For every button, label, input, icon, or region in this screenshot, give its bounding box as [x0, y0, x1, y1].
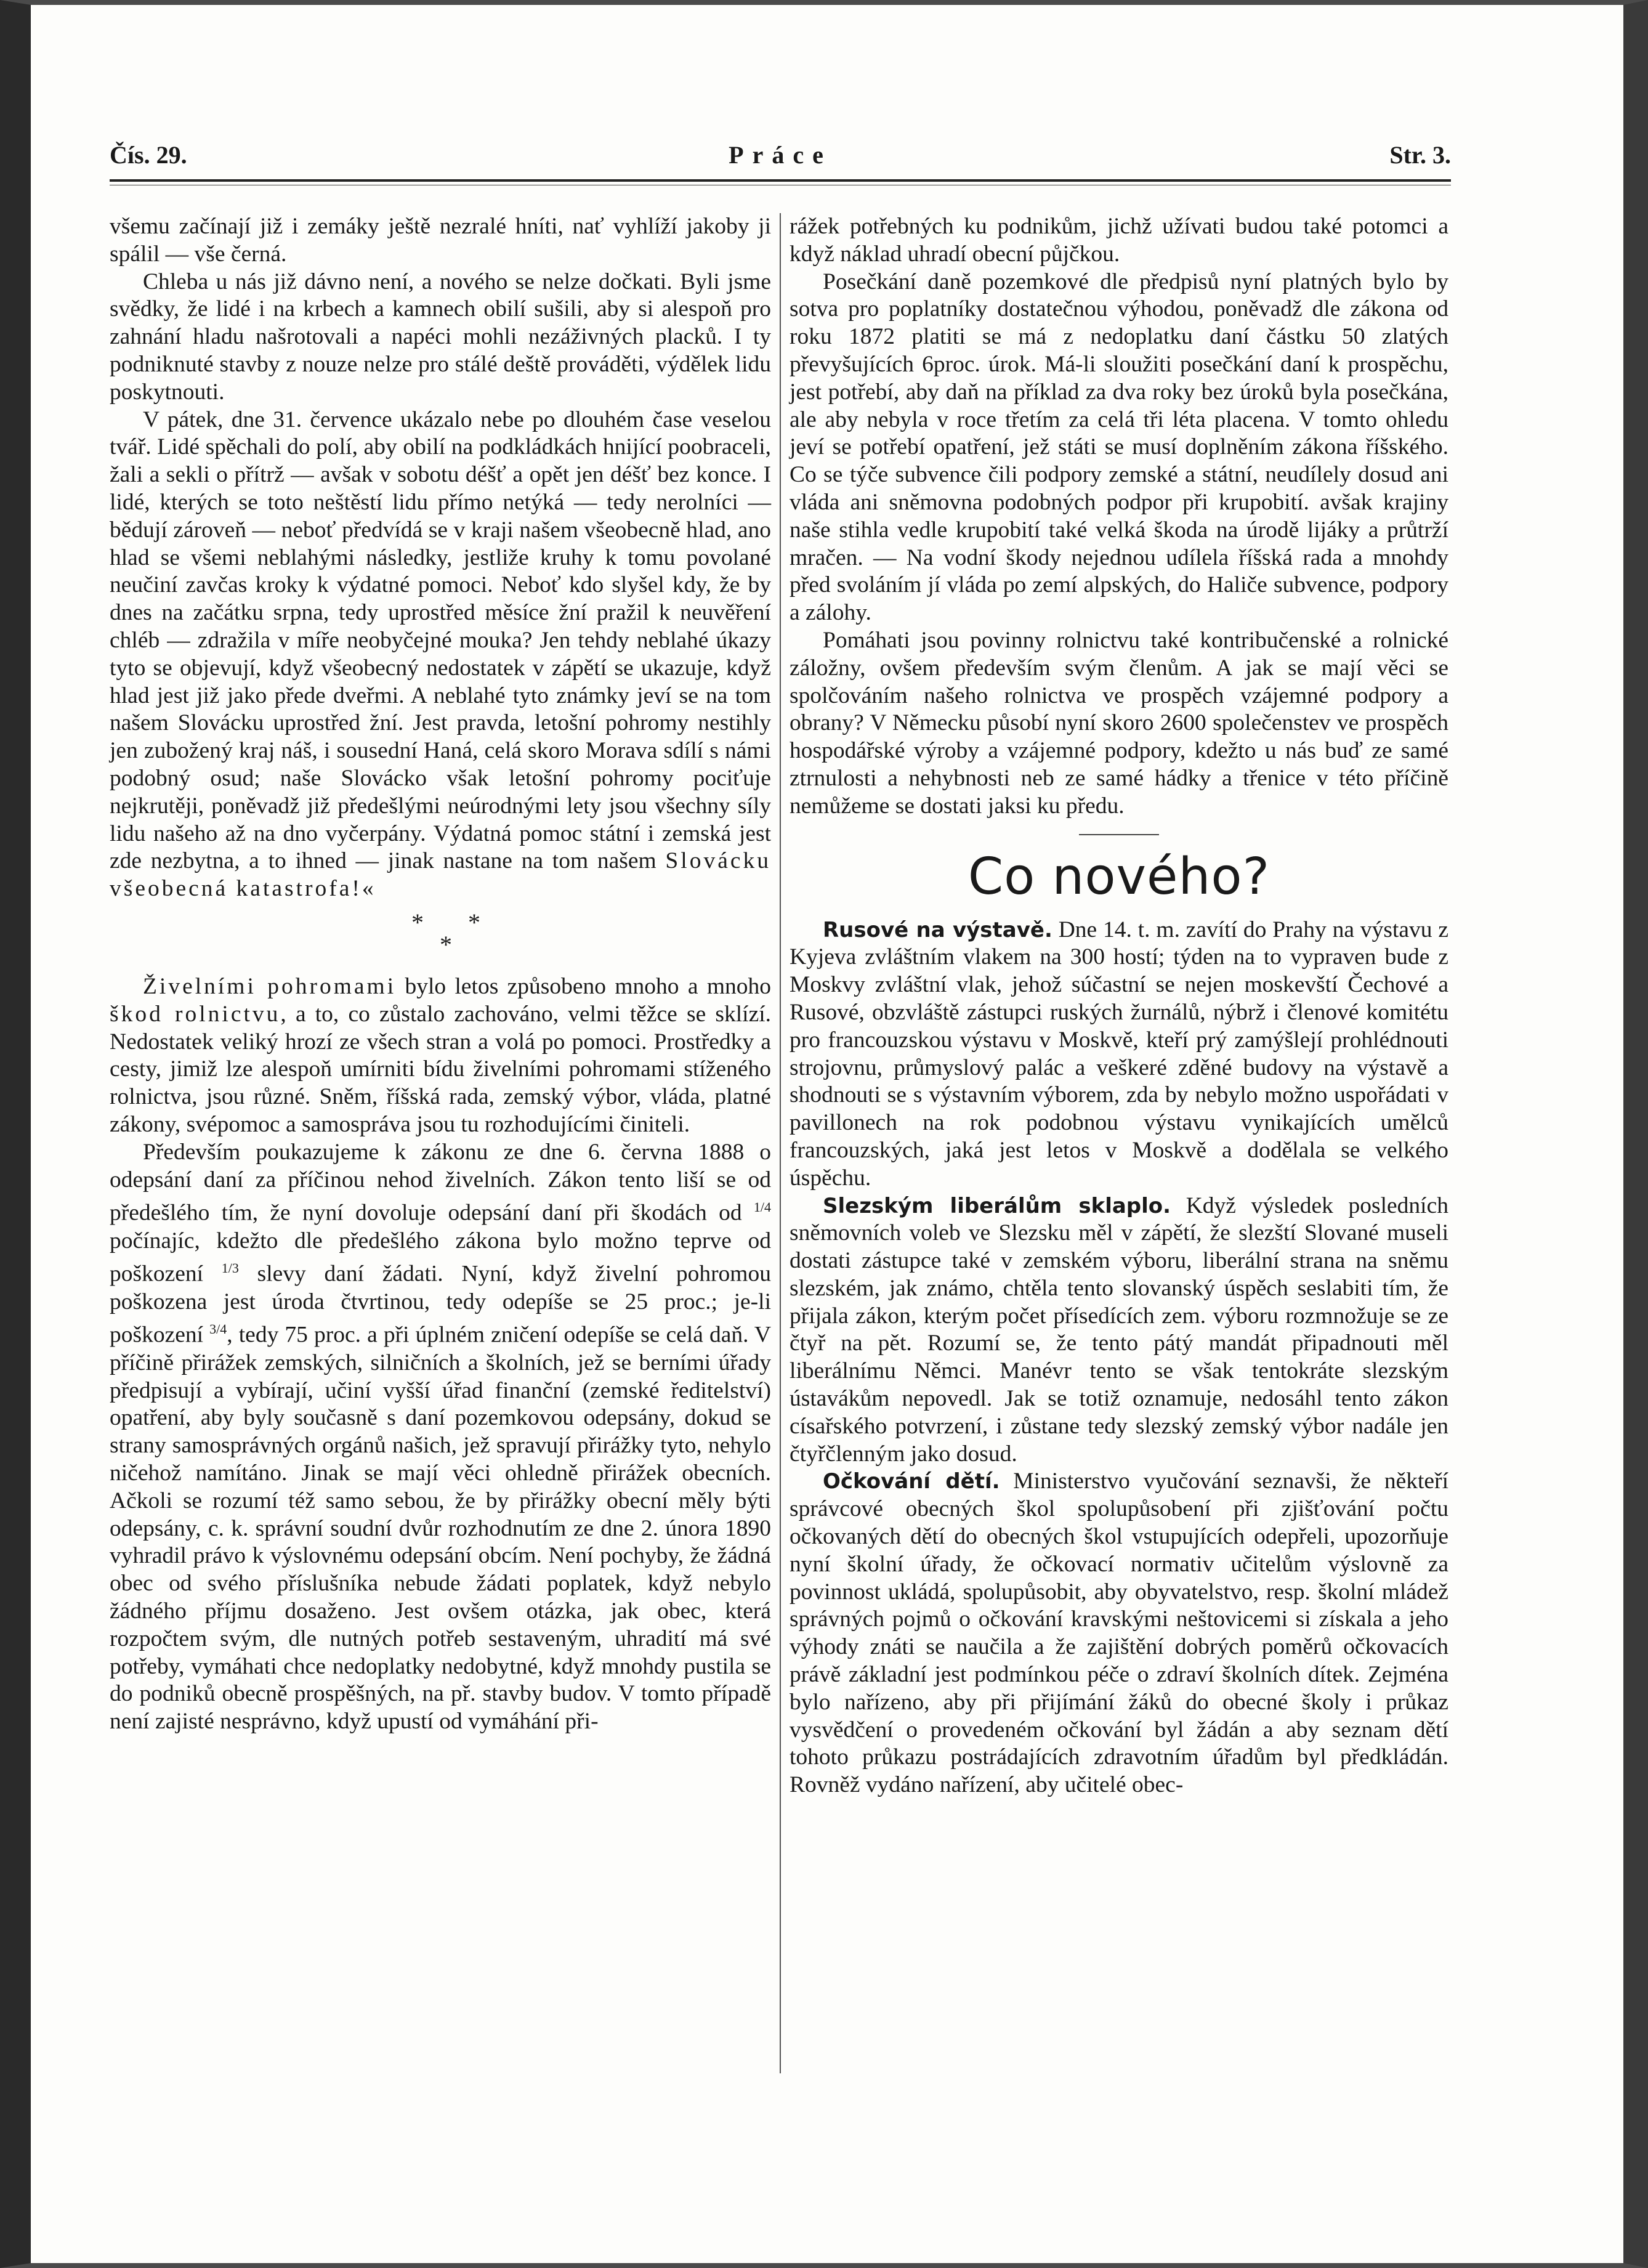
text: , tedy 75 proc. a při úplném zničení odepíše se celá daň. V příčině přirážek zemských, silničních a školních, jež se berními úřady předpisují a vybírají, učiní vyšší úřad finanční (zemské ředitelství) opatření, aby byly současně s daní pozemkovou odepsány, dokud se strany samosprávných orgánů našich, jež spravují přirážky tyto, nehylo ničehož namítáno. Jinak se mají věci ohledně přirážek obecních. Ačkoli se rozumí též samo sebou, že by přirážky obecní měly býti odepsány, c. k. správní soudní dvůr rozhodnutím ze dne 2. února 1890 vyhradil právo k výslovnému odepsání obcím. Není pochyby, že žádná obec od svého příslušníka nebude žádati poplatek, když nebylo žádného příjmu dosaženo. Jest ovšem otázka, jak obec, která rozpočtem svým, dle nutných potřeb sestaveným, uhradití má své potřeby, vymáhati chce nedoplatky nedobytné, když mnohdy pustila se do podniků obecně prospěšných, na př. stavby budov. V tomto případě není zajisté nesprávno, když upustí od vymáhání při-: [110, 1322, 771, 1735]
left-column: [110, 213, 771, 1736]
text: Především poukazujeme k zákonu ze dne 6. června 1888 o odepsání daní za příčinou nehod živelních. Zákon tento liší se od předešlého tím, že nyní dovoluje odepsání daní při škodách od: [110, 1139, 771, 1226]
fraction: 1/3: [221, 1260, 239, 1276]
news-item: [790, 917, 1448, 1193]
paragraph: všemu začínají již i zemáky ještě nezralé hníti, nať vyhlíží jakoby ji spálil — vše černá.: [110, 214, 771, 267]
news-item-headline: Očkování dětí.: [823, 1469, 1000, 1494]
issue-number: Čís. 29.: [110, 141, 187, 169]
paragraph: rážek potřebných ku podnikům, jichž užívati budou také potomci a když náklad uhradí obecní půjčkou.: [790, 214, 1448, 267]
news-item-body: Když výsledek posledních sněmovních voleb ve Slezsku měl v zápětí, že slezští Slované museli dostati zástupce také v zemském výboru, liberální strana na sněmu slezském, jak známo, chtěla tento slovanský úspěch seslabiti tím, že přijala zákon, kterým počet přísedících zem. výboru rozmnožuje se ze čtyř na pět. Rozumí se, že tento pátý mandát připadnouti měl liberálnímu Němci. Manévr tento se však tentokráte slezským ústavákům nepovedl. Jak se totiž oznamuje, nedosáhl tento zákon císařského potvrzení, i zůstane tedy slezský zemský výbor nadále jen čtyřčlenným jako dosud.: [790, 1193, 1448, 1467]
news-item: [790, 1193, 1448, 1468]
news-item: [790, 1468, 1448, 1799]
emphasis-text: Živelními pohromami: [143, 973, 397, 999]
news-item-headline: Rusové na výstavě.: [823, 917, 1052, 942]
text: , a to, co zůstalo zachováno, velmi těžce se sklízí. Nedostatek veliký hrozí ze všech stran a volá po pomoci. Prostředky a cesty, jimiž lze alespoň umírniti bídu živelními pohromami stíženého rolnictva, jsou různé. Sněm, říšská rada, zemský výbor, vláda, platné zákony, svépomoc a samospráva jsou tu rozhodujícími činiteli.: [110, 1001, 772, 1137]
star: *: [440, 930, 452, 958]
star: *: [411, 908, 424, 936]
newspaper-title: Práce: [729, 141, 832, 169]
paragraph: [110, 973, 771, 1139]
paragraph: Chleba u nás již dávno není, a nového se nelze dočkati. Byli jsme svědky, že lidé i na krbech a kamnech obilí sušili, aby si alespoň pro zahnání hladu našrotovali a napéci mohli nezáživných placků. I ty podniknuté stavby z nouze nelze pro stálé deště prováděti, výdělek lidu poskytnouti.: [110, 269, 771, 405]
column-divider: [780, 213, 781, 2073]
news-item-headline: Slezským liberálům sklaplo.: [823, 1193, 1171, 1218]
emphasis-text: Slovácku všeobecná katastrofa!«: [110, 848, 771, 902]
page-header: [110, 140, 1451, 184]
paragraph: [110, 1139, 771, 1736]
star: *: [468, 908, 480, 936]
news-item-body: Dne 14. t. m. zavítí do Prahy na výstavu z Kyjeva zvláštním vlakem na 300 hostí; týden na to vypraven bude z Moskvy zvláštní vlak, jehož súčastní se nejen moskevští Čechové a Rusové, obzvláště zástupci ruských žurnálů, nýbrž i členové komitétu pro francouzskou výstavu v Moskvě, kteří prý zamýšlejí prohlédnouti strojovnu, průmyslový palác a veškeré zděné budovy na výstavě a shodnouti se s výstavním výborem, zda by nebylo možno uspořádati v pavillonech na rok podobnou výstavu vynikajících umělců francouzských, jaká jest letos v Moskvě a dodělala se velkého úspěchu.: [790, 917, 1448, 1191]
fraction: 1/4: [753, 1199, 771, 1215]
fraction: 3/4: [209, 1321, 227, 1337]
page-number: Str. 3.: [1389, 141, 1451, 169]
text: bylo letos způsobeno mnoho a mnoho: [396, 973, 771, 999]
text: V pátek, dne 31. července ukázalo nebe po dlouhém čase veselou tvář. Lidé spěchali do polí, aby obilí na podkládkách hnijící poobraceli, žali a sekli o přítrž — avšak v sobotu déšť a opět jen déšť bez konce. I lidé, kterých se toto neštěstí lidu přímo netýká — tedy nerolníci — bědují zároveň — neboť předvídá se v kraji našem všeobecně hlad, ano hlad se všemi neblahými následky, jestliže kruhy k tomu povolané neučiní zavčas kroky k výdatné pomoci. Neboť kdo slyšel kdy, že by dnes na začátku srpna, tedy uprostřed měsíce žní pražil k neuvěření chléb — zdražila v míře neobyčejné mouka? Jen tehdy neblahé úkazy tyto se objevují, když všeobecný nedostatek v zápětí se ukazuje, když hlad jest již jako přede dveřmi. A neblahé tyto známky jeví se na tom našem Slovácku uprostřed žní. Jest pravda, letošní pohromy nestihly jen zubožený kraj náš, i sousední Haná, celá skoro Morava sdílí s námi podobný osud; naše Slovácko však letošní pohromy pociťuje nejkrutěji, poněvadž již předešlými neúrodnými lety jsou všechny síly lidu našeho až na dno vyčerpány. Výdatná pomoc státní i zemská jest zde nezbytna, a to ihned — jinak nastane na tom našem: [110, 407, 771, 874]
paragraph: Posečkání daně pozemkové dle předpisů nyní platných bylo by sotva pro poplatníky dostatečnou výhodou, poněvadž dle zákona od roku 1872 platiti se má z nedoplatku daní částku 50 zlatých převyšujících 6proc. úrok. Má-li sloužiti posečkání daní k prospěchu, jest potřebí, aby daň na příklad za dva roky bez úroků byla posečkána, ale aby nebyla v roce třetím za celá tři léta placena. V tomto ohledu jeví se potřebí opatření, jež státi se musí doplněním zákona říšského. Co se týče subvence čili podpory zemské a státní, neudílely dosud ani vláda ani sněmovna podobných podpor při krupobití. avšak krajiny naše stihla vedle krupobití také velká škoda na úrodě lijáky a průtrží mračen. — Na vodní škody nejednou udílela říšská rada a mnohdy před svoláním jí vláda po zemí alpských, do Haliče subvence, podpory a zálohy.: [790, 269, 1448, 626]
text: slevy daní žádati. Nyní, když živelní pohromou poškozena jest úroda čtvrtinou, tedy odepíše se 25 proc.; je-li poškození: [110, 1261, 771, 1348]
section-separator-stars: [110, 905, 771, 962]
paragraph: [110, 407, 771, 903]
news-item-body: Ministerstvo vyučování seznavši, že někteří správcové obecných škol spolupůsobení při zjišťování počtu očkovaných dětí do obecných škol vstupujících odepřeli, upozorňuje nyní školní úřady, že očkovací normativ učitelům výslovně za povinnost ukládá, spolupůsobit, aby obyvatelstvo, resp. školní mládež správných pojmů o očkování kravskými neštovicemi si získala a jeho výhody znáti se naučila a že zajištění dobrých poměrů očkovacích právě základní jest podmínkou péče o zdraví školních dítek. Zejména bylo nařízeno, aby při přijímání žáků do obecné školy i průkaz vysvědčení o provedeném očkování byl žádán a aby seznam dětí tohoto průkazu postrádajících zdravotním úřadům byl předkládán. Rovněž vydáno nařízení, aby učitelé obec-: [790, 1468, 1448, 1798]
paragraph: Pomáhati jsou povinny rolnictvu také kontribučenské a rolnické záložny, ovšem především svým členům. A jak se mají věci se spolčováním našeho rolnictva ve prospěch vzájemné podpory a obrany? V Německu působí nyní skoro 2600 společenstev ve prospěch hospodářské výroby a vzájemné podpory, kdežto u nás buď ze samé ztrnulosti a nehybnosti neb ze samé hádky a třenice v této příčině nemůžeme se dostati jaksi ku předu.: [790, 627, 1448, 819]
emphasis-text: škod rolnictvu: [110, 1001, 281, 1027]
text: počínajíc, kdežto dle předešlého zákona bylo možno teprve od poškození: [110, 1228, 771, 1287]
section-title: Co nového?: [967, 847, 1270, 906]
header-rule: [110, 179, 1451, 182]
right-column: [790, 213, 1448, 1799]
section-rule: [1079, 834, 1159, 835]
